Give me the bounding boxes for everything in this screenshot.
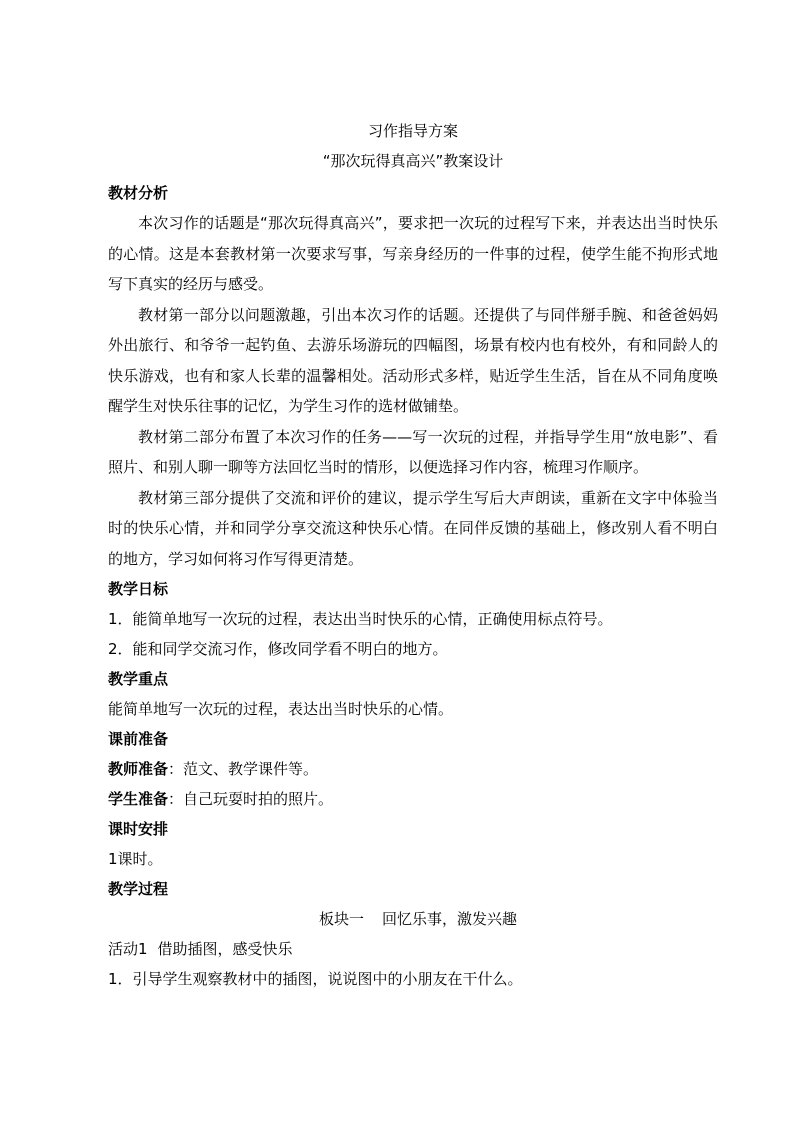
teacher-prep-line bbox=[108, 754, 718, 784]
document-title: 习作指导方案 bbox=[367, 122, 458, 140]
activity-1-label: 活动1 bbox=[108, 940, 148, 958]
step-1: 1．引导学生观察教材中的插图，说说图中的小朋友在干什么。 bbox=[108, 970, 523, 988]
focus-text: 能简单地写一次玩的过程，表达出当时快乐的心情。 bbox=[108, 700, 454, 718]
paragraph-4: 教材第三部分提供了交流和评价的建议，提示学生写后大声朗读，重新在文字中体验当时的快乐心情，并和同学分享交流这种快乐心情。在同伴反馈的基础上，修改别人看不明白的地方，学习如何将习作写得更清楚。 bbox=[108, 488, 718, 568]
teacher-prep-label: 教师准备 bbox=[108, 760, 169, 778]
block-1-title: 回忆乐事，激发兴趣 bbox=[382, 910, 518, 928]
section-heading-focus: 教学重点 bbox=[108, 670, 169, 688]
paragraph-3: 教材第二部分布置了本次习作的任务——写一次玩的过程，并指导学生用“放电影”、看照片、和别人聊一聊等方法回忆当时的情形，以便选择习作内容，梳理习作顺序。 bbox=[108, 427, 718, 476]
paragraph-1: 本次习作的话题是“那次玩得真高兴”，要求把一次玩的过程写下来，并表达出当时快乐的心情。这是本套教材第一次要求写事，写亲身经历的一件事的过程，使学生能不拘形式地写下真实的经历与感受。 bbox=[108, 214, 718, 293]
teacher-prep-text: ：范文、教学课件等。 bbox=[168, 760, 319, 778]
document-page bbox=[108, 118, 718, 994]
block-1-label: 板块一 bbox=[318, 910, 364, 928]
section-heading-goals: 教学日标 bbox=[108, 580, 169, 598]
goal-item-1: 1．能简单地写一次玩的过程，表达出当时快乐的心情，正确使用标点符号。 bbox=[108, 610, 613, 628]
paragraph-2: 教材第一部分以问题激趣，引出本次习作的话题。还提供了与同伴掰手腕、和爸爸妈妈外出旅行、和爷爷一起钓鱼、去游乐场游玩的四幅图，场景有校内也有校外，有和同龄人的快乐游戏，也有和家人长辈的温馨相处。活动形式多样，贴近学生生活，旨在从不同角度唤醒学生对快乐往事的记忆，为学生习作的选材做铺垫。 bbox=[108, 305, 718, 415]
section-heading-process: 教学过程 bbox=[108, 880, 169, 898]
section-heading-prep: 课前准备 bbox=[108, 730, 169, 748]
document-subtitle: “那次玩得真高兴”教案设计 bbox=[322, 152, 504, 170]
section-heading-analysis: 教材分析 bbox=[108, 184, 169, 202]
schedule-text: 1课时。 bbox=[108, 850, 163, 868]
section-heading-schedule: 课时安排 bbox=[108, 820, 169, 838]
student-prep-label: 学生准备 bbox=[108, 790, 169, 808]
block-1-heading bbox=[108, 904, 718, 934]
activity-1-title: 借助插图，感受快乐 bbox=[157, 940, 293, 958]
activity-1-heading bbox=[108, 934, 718, 964]
student-prep-line bbox=[108, 784, 718, 814]
student-prep-text: ：自己玩耍时拍的照片。 bbox=[168, 790, 334, 808]
goal-item-2: 2．能和同学交流习作，修改同学看不明白的地方。 bbox=[108, 640, 448, 658]
